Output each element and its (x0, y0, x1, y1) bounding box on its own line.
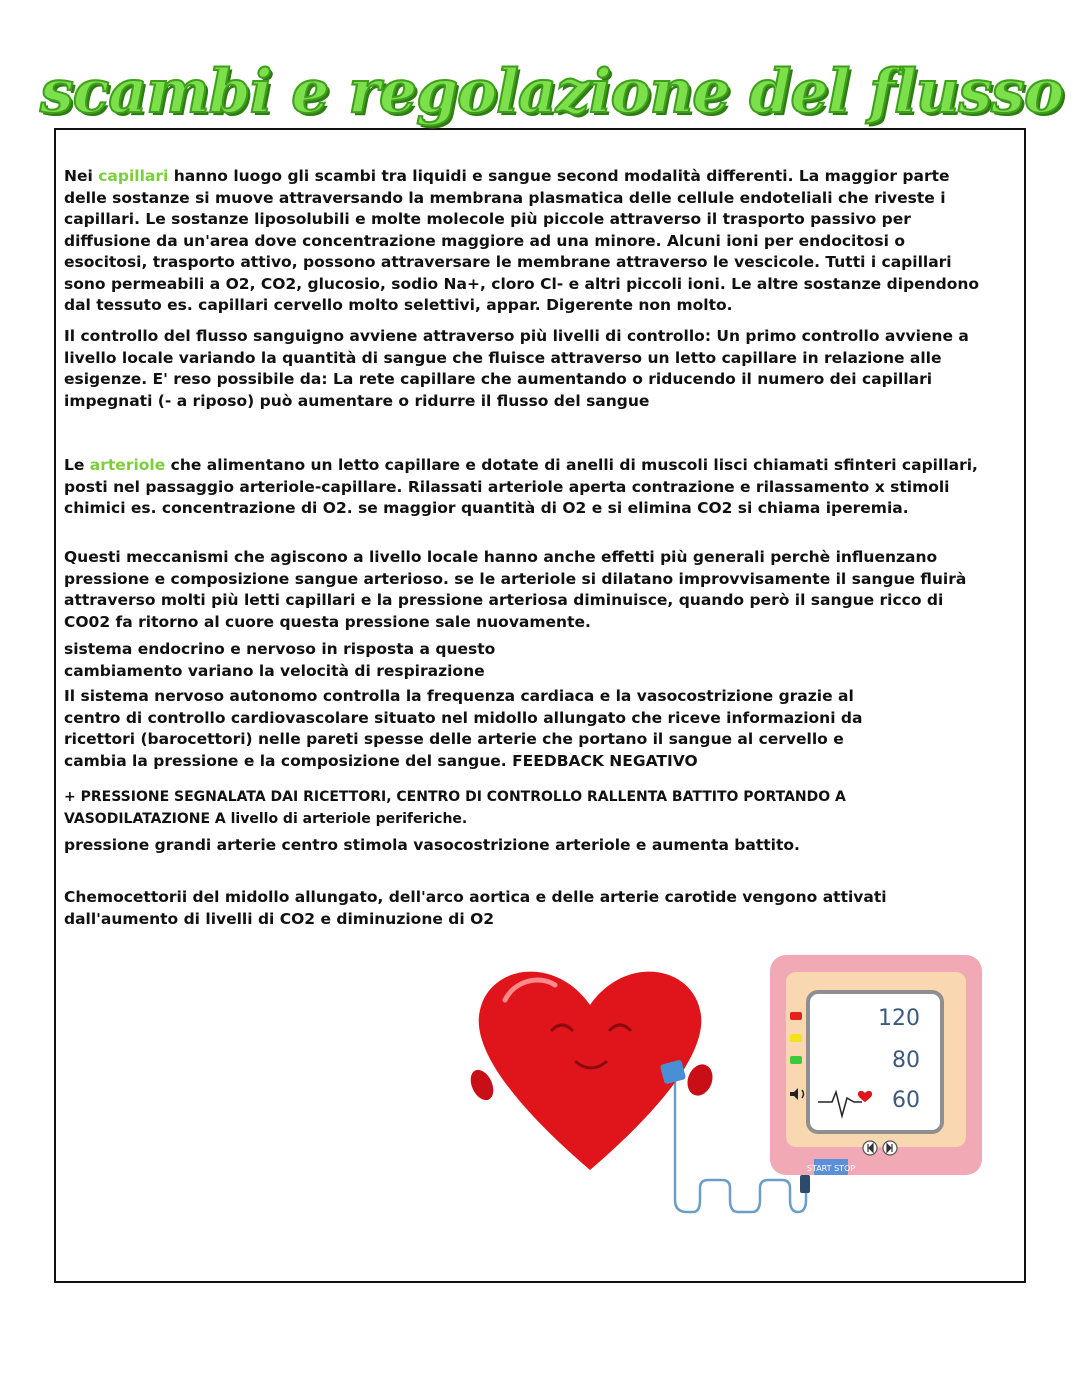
paragraph-arteriole: Le arteriole che alimentano un letto capillare e dotate di anelli di muscoli lisci chiamati sfinteri capillari, posti nel passaggio arteriole-capillare. Rilassati arteriole aperta contrazione e rilassamento x stimoli chimici es. concentrazione di O2. se maggior quantità di O2 e si elimina CO2 si chiama iperemia. (64, 456, 978, 517)
indicator-green (790, 1056, 802, 1064)
indicator-yellow (790, 1034, 802, 1042)
paragraph-pressione-segnalata: + PRESSIONE SEGNALATA DAI RICETTORI, CENTRO DI CONTROLLO RALLENTA BATTITO PORTANDO A VASODILATAZIONE A livello di arteriole periferiche. (64, 789, 846, 827)
systolic-value: 120 (878, 1006, 920, 1031)
tube-connector (800, 1175, 810, 1193)
highlight-arteriole: arteriole (89, 456, 166, 474)
paragraph-chemocettori: Chemocettorii del midollo allungato, dell'arco aortica e delle arterie carotide vengono attivati dall'aumento di livelli di CO2 e diminuzione di O2 (64, 888, 887, 928)
paragraph-meccanismi-locali: Questi meccanismi che agiscono a livello locale hanno anche effetti più generali perchè influenzano pressione e composizione sangue arterioso. se le arteriole si dilatano improvvisamente il sangue fluirà attraverso molti più letti capillari e la pressione arteriosa diminuisce, quando però il sangue ricco di CO02 fa ritorno al cuore questa pressione sale nuovamente. (64, 548, 967, 631)
paragraph-sistema-nervoso: Il sistema nervoso autonomo controlla la frequenza cardiaca e la vasocostrizione grazie al centro di controllo cardiovascolare situato nel midollo allungato che riceve informazioni da ricettori (barocettori) nelle pareti spesse delle arterie che portano il sangue al cervello e cambia la pressione e la composizione del sangue. FEEDBACK NEGATIVO (64, 687, 863, 770)
paragraph-controllo-flusso: Il controllo del flusso sanguigno avviene attraverso più livelli di controllo: Un primo controllo avviene a livello locale variando la quantità di sangue che fluisce attraverso un letto capillare in relazione alle esigenze. E' reso possibile da: La rete capillare che aumentando o riducendo il numero dei capillari impegnati (- a riposo) può aumentare o ridurre il flusso del sangue (64, 327, 969, 410)
highlight-capillari: capillari (98, 167, 169, 185)
start-stop-label: START STOP (806, 1164, 856, 1173)
paragraph-endocrino-nervoso: sistema endocrino e nervoso in risposta a questo cambiamento variano la velocità di respirazione (64, 640, 496, 680)
indicator-red (790, 1012, 802, 1020)
paragraph-capillari: Nei capillari hanno luogo gli scambi tra liquidi e sangue second modalità differenti. La maggior parte delle sostanze si muove attraversando la membrana plasmatica delle cellule endoteliali che riveste i capillari. Le sostanze liposolubili e molte molecole più piccole attraverso il trasporto passivo per diffusione da un'area dove concentrazione maggiore ad una minore. Alcuni ioni per endocitosi o esocitosi, trasporto attivo, possono attraversare le membrane attraverso le vescicole. Tutti i capillari sono permeabili a O2, CO2, glucosio, sodio Na+, cloro Cl- e altri piccoli ioni. Le altre sostanze dipendono dal tessuto es. capillari cervello molto selettivi, appar. Digerente non molto. (64, 167, 980, 314)
blood-pressure-monitor (770, 955, 982, 1193)
heart-blood-pressure-illustration (460, 950, 990, 1220)
paragraph-vasocostrizione: pressione grandi arterie centro stimola vasocostrizione arteriole e aumenta battito. (64, 836, 800, 854)
pulse-value: 60 (892, 1088, 920, 1113)
page-title: scambi e regolazione del flusso (40, 57, 1063, 127)
diastolic-value: 80 (892, 1048, 920, 1073)
